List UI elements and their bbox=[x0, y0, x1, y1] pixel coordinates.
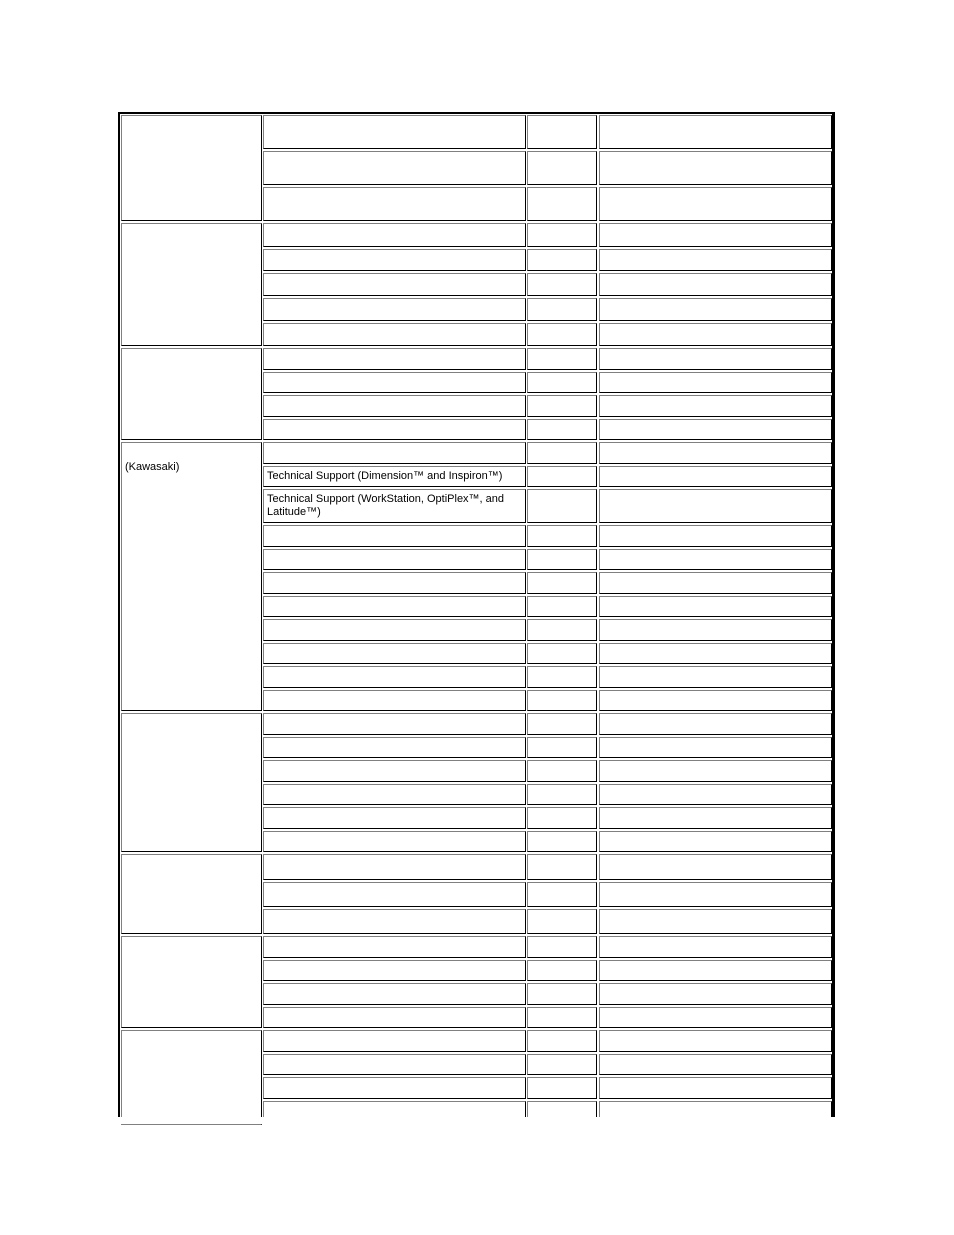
table-cell bbox=[263, 1054, 526, 1075]
table-cell bbox=[599, 525, 832, 547]
service-label: Technical Support (Dimension™ and Inspiron™) bbox=[267, 470, 503, 482]
table-cell bbox=[527, 151, 597, 185]
table-cell bbox=[527, 1007, 597, 1028]
table-cell bbox=[527, 572, 597, 594]
table-cell bbox=[599, 936, 832, 958]
table-cell bbox=[599, 1077, 832, 1099]
table-frame-top bbox=[118, 112, 835, 114]
table-cell bbox=[599, 1007, 832, 1028]
table-cell bbox=[527, 936, 597, 958]
table-cell bbox=[527, 395, 597, 417]
table-cell bbox=[599, 619, 832, 641]
table-cell bbox=[263, 1007, 526, 1028]
table-cell bbox=[527, 419, 597, 440]
table-cell bbox=[263, 223, 526, 247]
table-cell bbox=[599, 690, 832, 711]
region-cell bbox=[121, 1030, 262, 1117]
table-cell bbox=[527, 596, 597, 617]
table-cell bbox=[527, 807, 597, 829]
table-cell bbox=[599, 115, 832, 149]
table-cell bbox=[527, 1077, 597, 1099]
table-cell bbox=[599, 572, 832, 594]
table-cell bbox=[599, 1054, 832, 1075]
table-cell bbox=[263, 572, 526, 594]
table-cell bbox=[263, 596, 526, 617]
table-cell bbox=[599, 1101, 832, 1117]
table-cell bbox=[263, 348, 526, 370]
table-cell bbox=[527, 760, 597, 782]
table-cell bbox=[527, 909, 597, 934]
table-cell bbox=[263, 983, 526, 1005]
table-cell bbox=[263, 395, 526, 417]
table-cell bbox=[599, 489, 832, 523]
table-cell bbox=[527, 442, 597, 464]
table-cell bbox=[263, 690, 526, 711]
table-cell bbox=[263, 442, 526, 464]
table-cell bbox=[599, 323, 832, 346]
table-cell bbox=[263, 1030, 526, 1052]
region-cell bbox=[121, 115, 262, 221]
region-cell bbox=[121, 348, 262, 440]
table-cell bbox=[599, 882, 832, 907]
table-cell bbox=[527, 643, 597, 664]
table-cell bbox=[527, 666, 597, 688]
table-cell bbox=[263, 713, 526, 735]
table-cell bbox=[263, 1077, 526, 1099]
table-cell bbox=[599, 713, 832, 735]
table-cell bbox=[527, 960, 597, 981]
table-cell bbox=[599, 784, 832, 805]
table-cell bbox=[599, 419, 832, 440]
table-cell bbox=[263, 960, 526, 981]
table-cell bbox=[599, 983, 832, 1005]
table-cell bbox=[263, 298, 526, 321]
table-cell bbox=[527, 737, 597, 758]
table-cell bbox=[527, 372, 597, 393]
table-cell bbox=[263, 323, 526, 346]
region-label: (Kawasaki) bbox=[125, 461, 180, 473]
table-cell bbox=[599, 466, 832, 487]
table-cell bbox=[599, 223, 832, 247]
region-cell bbox=[121, 854, 262, 934]
region-cell bbox=[121, 442, 262, 711]
table-cell bbox=[527, 882, 597, 907]
table-cell bbox=[527, 1101, 597, 1117]
table-cell bbox=[263, 489, 526, 523]
table-cell bbox=[599, 643, 832, 664]
table-cell bbox=[263, 909, 526, 934]
table-cell bbox=[527, 466, 597, 487]
table-cell bbox=[599, 187, 832, 221]
table-cell bbox=[263, 372, 526, 393]
table-cell bbox=[527, 1054, 597, 1075]
region-cell bbox=[121, 936, 262, 1028]
table-cell bbox=[527, 115, 597, 149]
table-cell bbox=[527, 713, 597, 735]
table-cell bbox=[599, 854, 832, 880]
table-cell bbox=[263, 666, 526, 688]
table-cell bbox=[527, 348, 597, 370]
table-frame-right bbox=[832, 112, 835, 1117]
table-cell bbox=[263, 549, 526, 570]
table-cell bbox=[263, 936, 526, 958]
table-cell bbox=[599, 151, 832, 185]
table-cell bbox=[263, 249, 526, 271]
table-cell bbox=[527, 489, 597, 523]
table-cell bbox=[263, 831, 526, 852]
table-cell bbox=[599, 596, 832, 617]
table-cell bbox=[527, 690, 597, 711]
table-cell bbox=[263, 807, 526, 829]
table-cell bbox=[527, 619, 597, 641]
table-cell bbox=[263, 115, 526, 149]
table-cell bbox=[599, 395, 832, 417]
table-cell bbox=[527, 525, 597, 547]
table-cell bbox=[527, 854, 597, 880]
table-cell bbox=[527, 273, 597, 296]
table-cell bbox=[263, 419, 526, 440]
table-cell bbox=[527, 983, 597, 1005]
table-cell bbox=[599, 737, 832, 758]
table-cell bbox=[599, 807, 832, 829]
table-cell bbox=[527, 549, 597, 570]
table-cell bbox=[527, 323, 597, 346]
table-cell bbox=[599, 549, 832, 570]
table-cell bbox=[263, 760, 526, 782]
table-cell bbox=[263, 854, 526, 880]
table-cell bbox=[263, 882, 526, 907]
table-cell bbox=[527, 187, 597, 221]
table-frame-left bbox=[118, 112, 120, 1117]
table-cell bbox=[263, 525, 526, 547]
region-cell bbox=[121, 223, 262, 346]
table-cell bbox=[599, 442, 832, 464]
table-cell bbox=[263, 619, 526, 641]
table-cell bbox=[263, 187, 526, 221]
table-cell bbox=[527, 831, 597, 852]
table-cell bbox=[527, 298, 597, 321]
table-cell bbox=[599, 760, 832, 782]
region-cell bbox=[121, 1124, 262, 1125]
table-cell bbox=[527, 223, 597, 247]
table-cell bbox=[599, 1030, 832, 1052]
table-cell bbox=[263, 1101, 526, 1117]
table-cell bbox=[599, 273, 832, 296]
table-cell bbox=[527, 1030, 597, 1052]
table-cell bbox=[263, 466, 526, 487]
table-cell bbox=[263, 643, 526, 664]
region-cell bbox=[121, 713, 262, 852]
table-cell bbox=[527, 784, 597, 805]
table-cell bbox=[599, 909, 832, 934]
service-label: Technical Support (WorkStation, OptiPlex™, and Latitude™) bbox=[267, 493, 505, 518]
table-cell bbox=[527, 249, 597, 271]
table-cell bbox=[263, 737, 526, 758]
table-cell bbox=[599, 831, 832, 852]
table-cell bbox=[599, 348, 832, 370]
table-cell bbox=[599, 298, 832, 321]
table-cell bbox=[263, 273, 526, 296]
table-cell bbox=[599, 249, 832, 271]
table-cell bbox=[599, 960, 832, 981]
table-cell bbox=[599, 372, 832, 393]
table-cell bbox=[263, 151, 526, 185]
table-cell bbox=[599, 666, 832, 688]
table-cell bbox=[263, 784, 526, 805]
